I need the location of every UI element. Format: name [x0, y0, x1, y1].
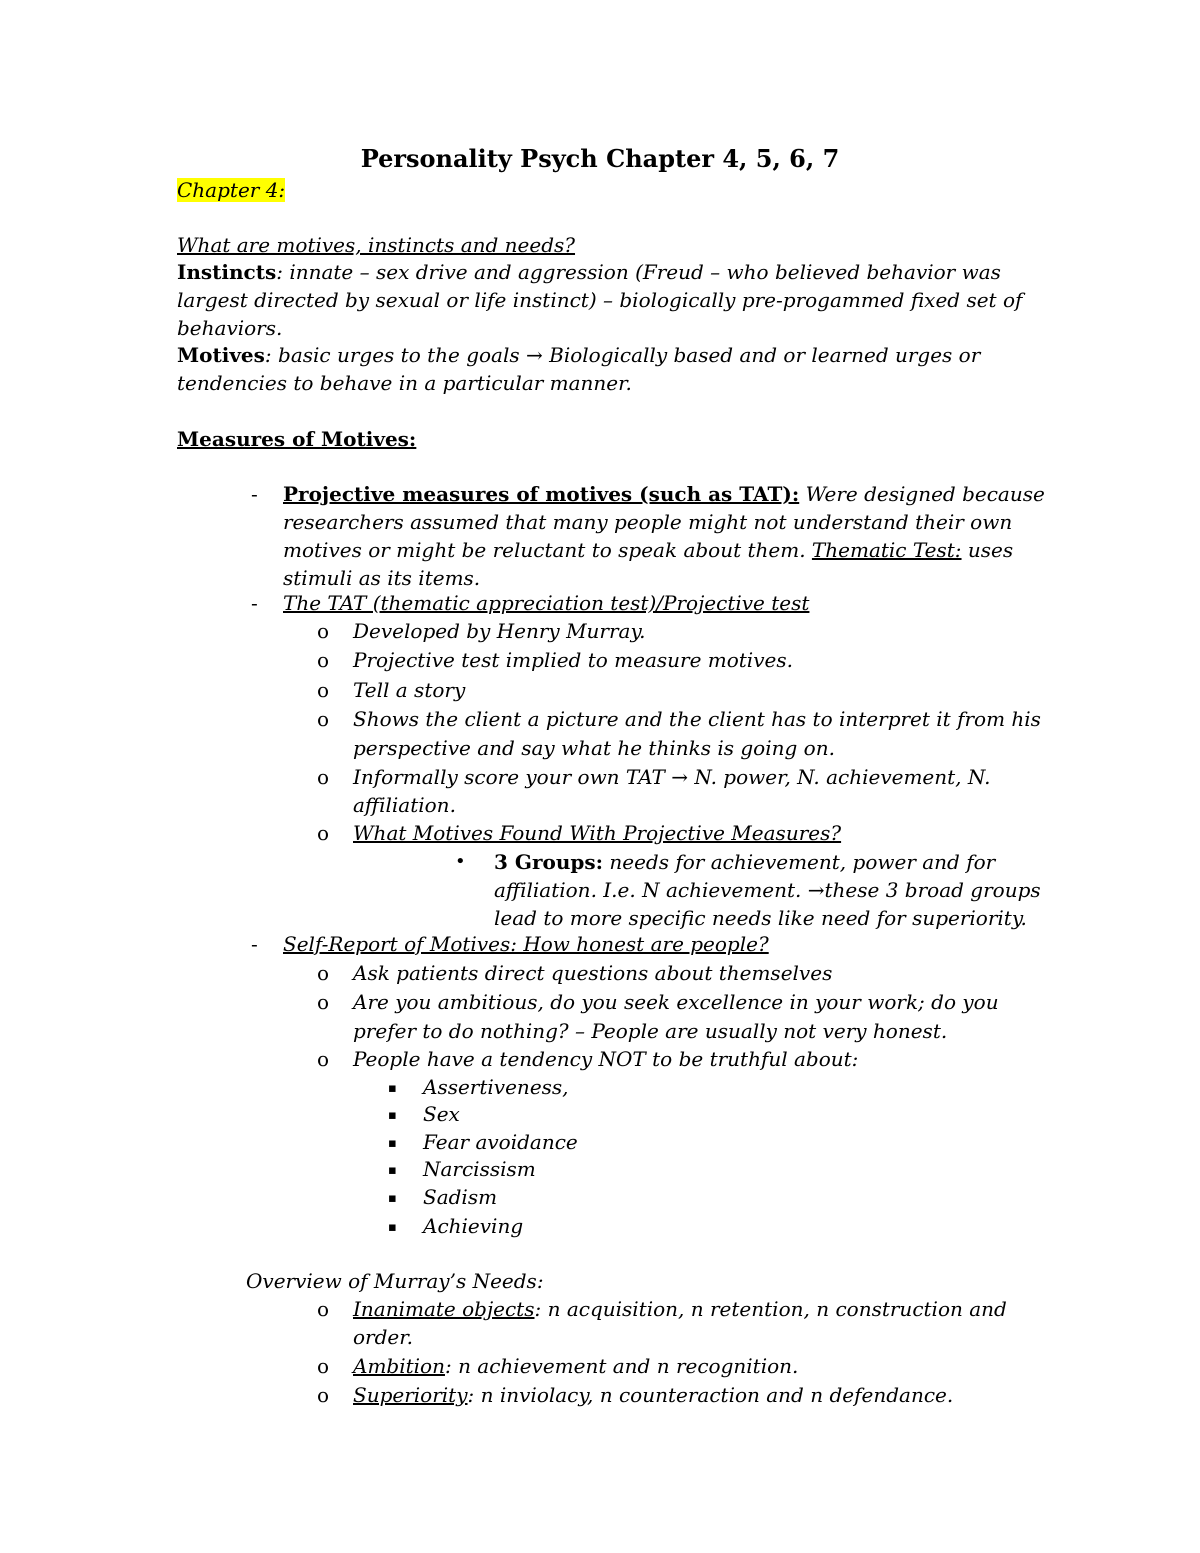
- groups-line-2b: these 3 broad groups: [824, 878, 1041, 902]
- instincts-paragraph: [177, 258, 1022, 342]
- tat-item: [353, 705, 1041, 763]
- groups-line-3: lead to more specific needs like need for superiority.: [494, 906, 1027, 930]
- circle-bullet: o: [317, 961, 330, 985]
- sub-item: Narcissism: [423, 1157, 536, 1181]
- sub-item: Sex: [423, 1102, 460, 1126]
- instincts-line-2: largest directed by sexual or life instinct) – biologically pre-progammed fixed set of: [177, 288, 1023, 312]
- dot-bullet: •: [455, 851, 466, 872]
- circle-bullet: o: [317, 1383, 330, 1407]
- circle-bullet: o: [317, 619, 330, 643]
- dash-bullet: -: [251, 932, 258, 956]
- circle-bullet: o: [317, 678, 330, 702]
- thematic-test-term: Thematic Test:: [811, 538, 962, 562]
- murray-heading: Overview of Murray’s Needs:: [246, 1269, 544, 1293]
- murray-item: [353, 1381, 953, 1409]
- circle-bullet: o: [317, 765, 330, 789]
- circle-bullet: o: [317, 1354, 330, 1378]
- motives-term: Motives: [177, 343, 265, 367]
- tat-item-4-line-2: perspective and say what he thinks is going on.: [353, 736, 835, 760]
- motives-line-2: tendencies to behave in a particular manner.: [177, 371, 632, 395]
- self-report-item-2-line-2: prefer to do nothing? – People are usually not very honest.: [353, 1019, 948, 1043]
- instincts-line-1: : innate – sex drive and aggression (Freud – who believed behavior was: [276, 260, 1001, 284]
- murray-item-1-term: Inanimate objects: [353, 1297, 535, 1321]
- measures-heading: Measures of Motives:: [177, 427, 417, 451]
- murray-item: [353, 1295, 1007, 1351]
- projective-line-3a: motives or might be reluctant to speak about them.: [283, 538, 812, 562]
- murray-item-3-text: : n inviolacy, n counteraction and n defendance.: [467, 1383, 954, 1407]
- circle-bullet: o: [317, 1047, 330, 1071]
- tat-item: Tell a story: [353, 678, 466, 702]
- circle-bullet: o: [317, 990, 330, 1014]
- square-bullet: ▪: [388, 1136, 397, 1151]
- chapter-label: [177, 176, 285, 204]
- dash-bullet: -: [251, 591, 258, 615]
- projective-item: [283, 480, 1045, 592]
- sub-item: Achieving: [423, 1214, 524, 1238]
- tat-item: [353, 763, 990, 819]
- square-bullet: ▪: [388, 1081, 397, 1096]
- square-bullet: ▪: [388, 1191, 397, 1206]
- projective-line-4: stimuli as its items.: [283, 566, 481, 590]
- murray-item: [353, 1352, 798, 1380]
- square-bullet: ▪: [388, 1163, 397, 1178]
- sub-item: Fear avoidance: [423, 1130, 578, 1154]
- square-bullet: ▪: [388, 1108, 397, 1123]
- question-heading: What are motives, instincts and needs?: [177, 233, 576, 257]
- groups-item: [494, 848, 1041, 932]
- motives-line-1b: Biologically based and or learned urges or: [542, 343, 981, 367]
- arrow-icon: →: [807, 878, 825, 902]
- arrow-icon: →: [526, 343, 543, 367]
- projective-heading: Projective measures of motives (such as TAT):: [283, 482, 800, 506]
- tat-item: Projective test implied to measure motives.: [353, 648, 793, 672]
- murray-item-1-line-2: order.: [353, 1325, 413, 1349]
- projective-line-3b: uses: [961, 538, 1014, 562]
- murray-item-1-text: : n acquisition, n retention, n construction and: [534, 1297, 1007, 1321]
- self-report-item: People have a tendency NOT to be truthful about:: [353, 1047, 859, 1071]
- tat-item: Developed by Henry Murray.: [353, 619, 646, 643]
- document-title: Personality Psych Chapter 4, 5, 6, 7: [360, 144, 840, 173]
- chapter-label-highlight: Chapter 4:: [177, 178, 286, 202]
- dash-bullet: -: [251, 482, 258, 506]
- tat-item: What Motives Found With Projective Measures?: [353, 821, 842, 845]
- motives-paragraph: [177, 341, 980, 397]
- tat-item-5b: N. power, N. achievement, N.: [687, 765, 991, 789]
- motives-line-1a: : basic urges to the goals: [264, 343, 526, 367]
- tat-item-5a: Informally score your own TAT: [353, 765, 672, 789]
- self-report-item: Ask patients direct questions about themselves: [353, 961, 833, 985]
- self-report-heading: Self-Report of Motives: How honest are people?: [283, 932, 769, 956]
- projective-line-2: researchers assumed that many people might not understand their own: [283, 510, 1013, 534]
- groups-line-1: needs for achievement, power and for: [603, 850, 996, 874]
- circle-bullet: o: [317, 648, 330, 672]
- self-report-item-2-line-1: Are you ambitious, do you seek excellence in your work; do you: [353, 990, 999, 1014]
- arrow-icon: →: [671, 765, 688, 789]
- groups-line-2a: affiliation. I.e. N achievement.: [494, 878, 808, 902]
- sub-item: Assertiveness,: [423, 1075, 569, 1099]
- tat-item-4-line-1: Shows the client a picture and the client has to interpret it from his: [353, 707, 1041, 731]
- sub-item: Sadism: [423, 1185, 498, 1209]
- circle-bullet: o: [317, 1297, 330, 1321]
- instincts-term: Instincts: [177, 260, 277, 284]
- instincts-line-3: behaviors.: [177, 316, 283, 340]
- murray-item-2-text: : n achievement and n recognition.: [444, 1354, 799, 1378]
- tat-item-5-line-2: affiliation.: [353, 793, 456, 817]
- projective-line-1: Were designed because: [799, 482, 1045, 506]
- murray-item-3-term: Superiority: [353, 1383, 468, 1407]
- square-bullet: ▪: [388, 1220, 397, 1235]
- tat-heading: The TAT (thematic appreciation test)/Projective test: [283, 591, 810, 615]
- circle-bullet: o: [317, 821, 330, 845]
- circle-bullet: o: [317, 707, 330, 731]
- self-report-item: [353, 988, 999, 1046]
- groups-term: 3 Groups:: [494, 850, 604, 874]
- murray-item-2-term: Ambition: [353, 1354, 445, 1378]
